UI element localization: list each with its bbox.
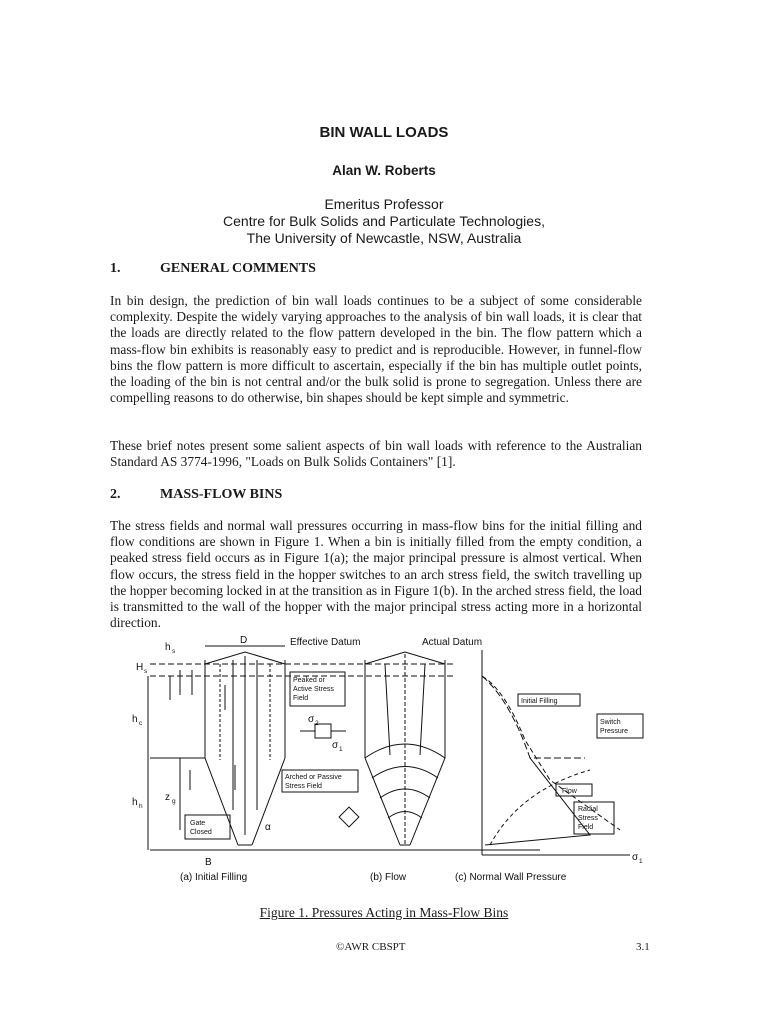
fig-label-peaked: Field <box>293 695 309 702</box>
section-heading <box>110 261 316 277</box>
fig-label-gate: Closed <box>190 829 212 836</box>
fig-label-peaked: Active Stress <box>293 686 334 693</box>
figure-caption: Figure 1. Pressures Acting in Mass-Flow Bins <box>259 905 509 920</box>
fig-label-effective-datum: Effective Datum <box>290 637 361 648</box>
fig-subcaption-b: (b) Flow <box>370 872 407 883</box>
fig-label-Hs: H <box>136 662 144 673</box>
fig-label-sigma2-sub: 2 <box>315 720 319 727</box>
bin-pressure-figure <box>120 630 660 890</box>
fig-label-radial: Stress <box>578 815 598 822</box>
fig-label-flow: Flow <box>562 788 577 795</box>
footer-copyright: ©AWR CBSPT <box>336 941 406 953</box>
affiliation-line: Centre for Bulk Solids and Particulate Technologies, <box>223 213 545 229</box>
fig-label-switch: Switch <box>600 719 621 726</box>
author-name: Alan W. Roberts <box>332 163 436 178</box>
fig-label-arched: Stress Field <box>285 783 322 790</box>
paragraph: These brief notes present some salient aspects of bin wall loads with reference to the Australian Standard AS 3774-1996, "Loads on Bulk Solids Containers" [1]. <box>110 438 642 470</box>
paragraph: In bin design, the prediction of bin wall loads continues to be a subject of some considerable complexity. Despite the widely varying approaches to the analysis of bin wall loads, it is clear that the loads are directly related to the flow pattern developed in the bin. The flow pattern which a mass-flow bin exhibits is reasonably easy to predict and is reproducible. However, in funnel-flow bins the flow pattern is more difficult to ascertain, especially if the bin has multiple outlet points, the loading of the bin is not central and/or the bulk solid is prone to segregation. Unless there are compelling reasons to do otherwise, bin shapes should be kept simple and symmetric. <box>110 293 642 406</box>
fig-label-sigma1: σ <box>332 740 339 751</box>
fig-label-switch: Pressure <box>600 728 629 735</box>
fig-label-gate: Gate <box>190 820 206 827</box>
fig-label-peaked: Peaked or <box>293 677 325 684</box>
section-number: 1. <box>110 261 121 276</box>
fig-label-radial: Radial <box>578 806 598 813</box>
fig-label-hs: h <box>165 642 171 653</box>
fig-label-radial: Field <box>578 824 594 831</box>
section-title: MASS-FLOW BINS <box>160 487 283 502</box>
fig-label-B: B <box>205 857 212 868</box>
fig-label-hc-sub: c <box>139 720 143 727</box>
fig-label-hc: h <box>132 714 138 725</box>
fig-subcaption-c: (c) Normal Wall Pressure <box>455 872 567 883</box>
fig-label-actual-datum: Actual Datum <box>422 637 483 648</box>
paper-title: BIN WALL LOADS <box>319 124 449 141</box>
fig-label-initial-filling: Initial Filling <box>521 698 558 705</box>
page-number: 3.1 <box>636 941 650 953</box>
fig-label-sigma1-axis-sub: 1 <box>639 858 643 865</box>
affiliation-line: Emeritus Professor <box>324 196 444 212</box>
fig-label-Hs-sub: s <box>144 668 148 675</box>
fig-label-arched: Arched or Passive <box>285 774 342 781</box>
fig-label-hh-sub: h <box>139 803 143 810</box>
fig-label-zg: z <box>165 792 170 803</box>
section-title: GENERAL COMMENTS <box>160 261 316 276</box>
fig-label-alpha: α <box>265 822 271 833</box>
fig-label-sigma1-axis: σ <box>632 852 639 863</box>
fig-label-hs-sub: s <box>172 648 176 655</box>
fig-label-sigma2: σ <box>308 714 315 725</box>
fig-subcaption-a: (a) Initial Filling <box>180 872 248 883</box>
fig-label-zg-sub: g <box>172 798 176 805</box>
fig-label-D: D <box>240 635 248 646</box>
paragraph: The stress fields and normal wall pressures occurring in mass-flow bins for the initial filling and flow conditions are shown in Figure 1. When a bin is initially filled from the empty condition, a peaked stress field occurs as in Figure 1(a); the major principal pressure is almost vertical. When flow occurs, the stress field in the hopper switches to an arch stress field, the switch travelling up the hopper becoming locked in at the transition as in Figure 1(b). In the arched stress field, the load is transmitted to the wall of the hopper with the major principal stress acting more in a horizontal direction. <box>110 518 642 631</box>
section-heading <box>110 487 282 503</box>
section-number: 2. <box>110 487 121 502</box>
fig-label-hh: h <box>132 797 138 808</box>
fig-label-sigma1-sub: 1 <box>339 746 343 753</box>
affiliation-line: The University of Newcastle, NSW, Australia <box>246 230 522 246</box>
